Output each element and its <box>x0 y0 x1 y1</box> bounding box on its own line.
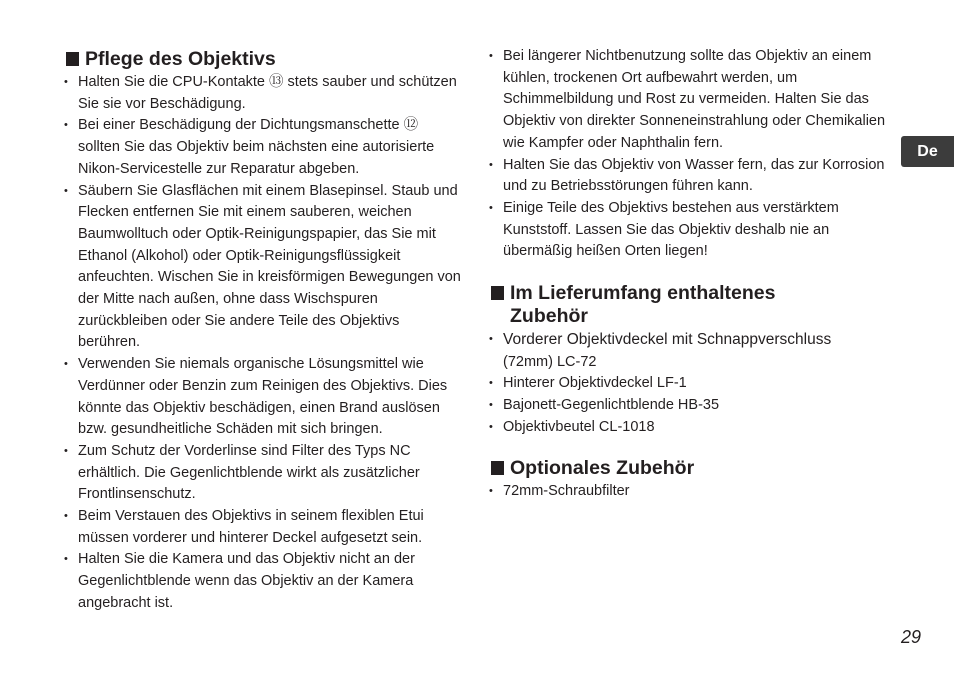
list-item: • Bei einer Beschädigung der Dichtungsmanschette ⑫ sollten Sie das Objektiv beim nächsten eine autorisierte Nikon-Servicestelle zur Reparatur abgeben. <box>64 117 435 177</box>
list-item: • Beim Verstauen des Objektivs in seinem flexiblen Etui müssen vorderer und hinterer Deckel aufgesetzt sein. <box>64 508 424 546</box>
heading-optional-accessories: Optionales Zubehör <box>491 457 891 480</box>
heading-square-icon <box>66 52 79 66</box>
list-item: • Halten Sie das Objektiv von Wasser fern, das zur Korrosion und zu Betriebsstörungen führen kann. <box>489 156 885 195</box>
bullet-icon: • <box>489 158 493 171</box>
list-item: • Bei längerer Nichtbenutzung sollte das Objektiv an einem kühlen, trockenen Ort aufbewahrt werden, um Schimmelbildung und Rost zu vermeiden. Halten Sie das Objektiv von direkter Sonneneinstrahlung oder Chemikalien wie Kampfer oder Naphthalin fern. <box>489 48 886 151</box>
bullet-icon: • <box>64 444 68 457</box>
list-item: • Säubern Sie Glasflächen mit einem Blasepinsel. Staub und Flecken entfernen Sie mit einem sauberen, weichen Baumwolltuch oder Optik-Reinigungspapier, das Sie mit Ethanol (Alkohol) oder Optik-Reinigungsflüssigkeit anfeuchten. Wischen Sie in kreisförmigen Bewegungen von der Mitte nach außen, ohne dass Wischspuren zurückbleiben oder Sie andere Teile des Objektivs berühren. <box>64 182 461 351</box>
optional-accessories-list <box>491 481 891 503</box>
bullet-icon: • <box>489 420 493 433</box>
list-item: • Zum Schutz der Vorderlinse sind Filter des Typs NC erhältlich. Die Gegenlichtblende wirkt als zusätzlicher Frontlinsenschutz. <box>64 442 420 503</box>
list-item: • Halten Sie die Kamera und das Objektiv nicht an der Gegenlichtblende wenn das Objektiv an der Kamera angebracht ist. <box>64 551 415 611</box>
bullet-icon: • <box>64 184 68 197</box>
list-item: • Einige Teile des Objektivs bestehen aus verstärktem Kunststoff. Lassen Sie das Objektiv deshalb nie an übermäßig heißen Orten liegen! <box>489 199 839 260</box>
right-column <box>491 46 891 502</box>
supplied-accessories-section <box>491 282 891 439</box>
language-tab: De <box>901 136 954 167</box>
storage-list <box>491 46 891 263</box>
heading-square-icon <box>491 286 504 300</box>
bullet-icon: • <box>489 377 493 390</box>
bullet-icon: • <box>489 333 493 346</box>
list-item: • Halten Sie die CPU-Kontakte ⑬ stets sauber und schützen Sie sie vor Beschädigung. <box>64 74 457 112</box>
list-item: • Verwenden Sie niemals organische Lösungsmittel wie Verdünner oder Benzin zum Reinigen des Objektivs. Dies könnte das Objektiv beschädigen, einen Brand auslösen bzw. gesundheitliche Schäden mit sich bringen. <box>64 356 448 438</box>
page-number: 29 <box>900 627 921 647</box>
bullet-icon: • <box>489 201 493 214</box>
heading-lens-care: Pflege des Objektivs <box>66 48 462 71</box>
list-item: • 72mm-Schraubfilter <box>491 481 891 503</box>
heading-supplied-accessories: Im Lieferumfang enthaltenes Zubehör <box>491 282 891 328</box>
optional-accessories-section <box>491 457 891 503</box>
list-item: • Hinterer Objektivdeckel LF-1 <box>491 373 891 395</box>
list-item: • Objektivbeutel CL-1018 <box>491 417 891 439</box>
bullet-icon: • <box>64 510 68 523</box>
list-item: • Vorderer Objektivdeckel mit Schnappverschluss (72mm) LC-72 <box>489 331 832 370</box>
bullet-icon: • <box>64 358 68 371</box>
heading-square-icon <box>491 461 504 475</box>
list-item: • Bajonett-Gegenlichtblende HB-35 <box>491 395 891 417</box>
bullet-icon: • <box>489 484 493 497</box>
bullet-icon: • <box>64 76 68 88</box>
lens-care-list <box>66 72 462 615</box>
supplied-accessories-list <box>491 329 891 439</box>
bullet-icon: • <box>64 119 68 132</box>
bullet-icon: • <box>64 553 68 566</box>
bullet-icon: • <box>489 399 493 412</box>
bullet-icon: • <box>489 50 493 62</box>
left-column <box>66 48 462 615</box>
